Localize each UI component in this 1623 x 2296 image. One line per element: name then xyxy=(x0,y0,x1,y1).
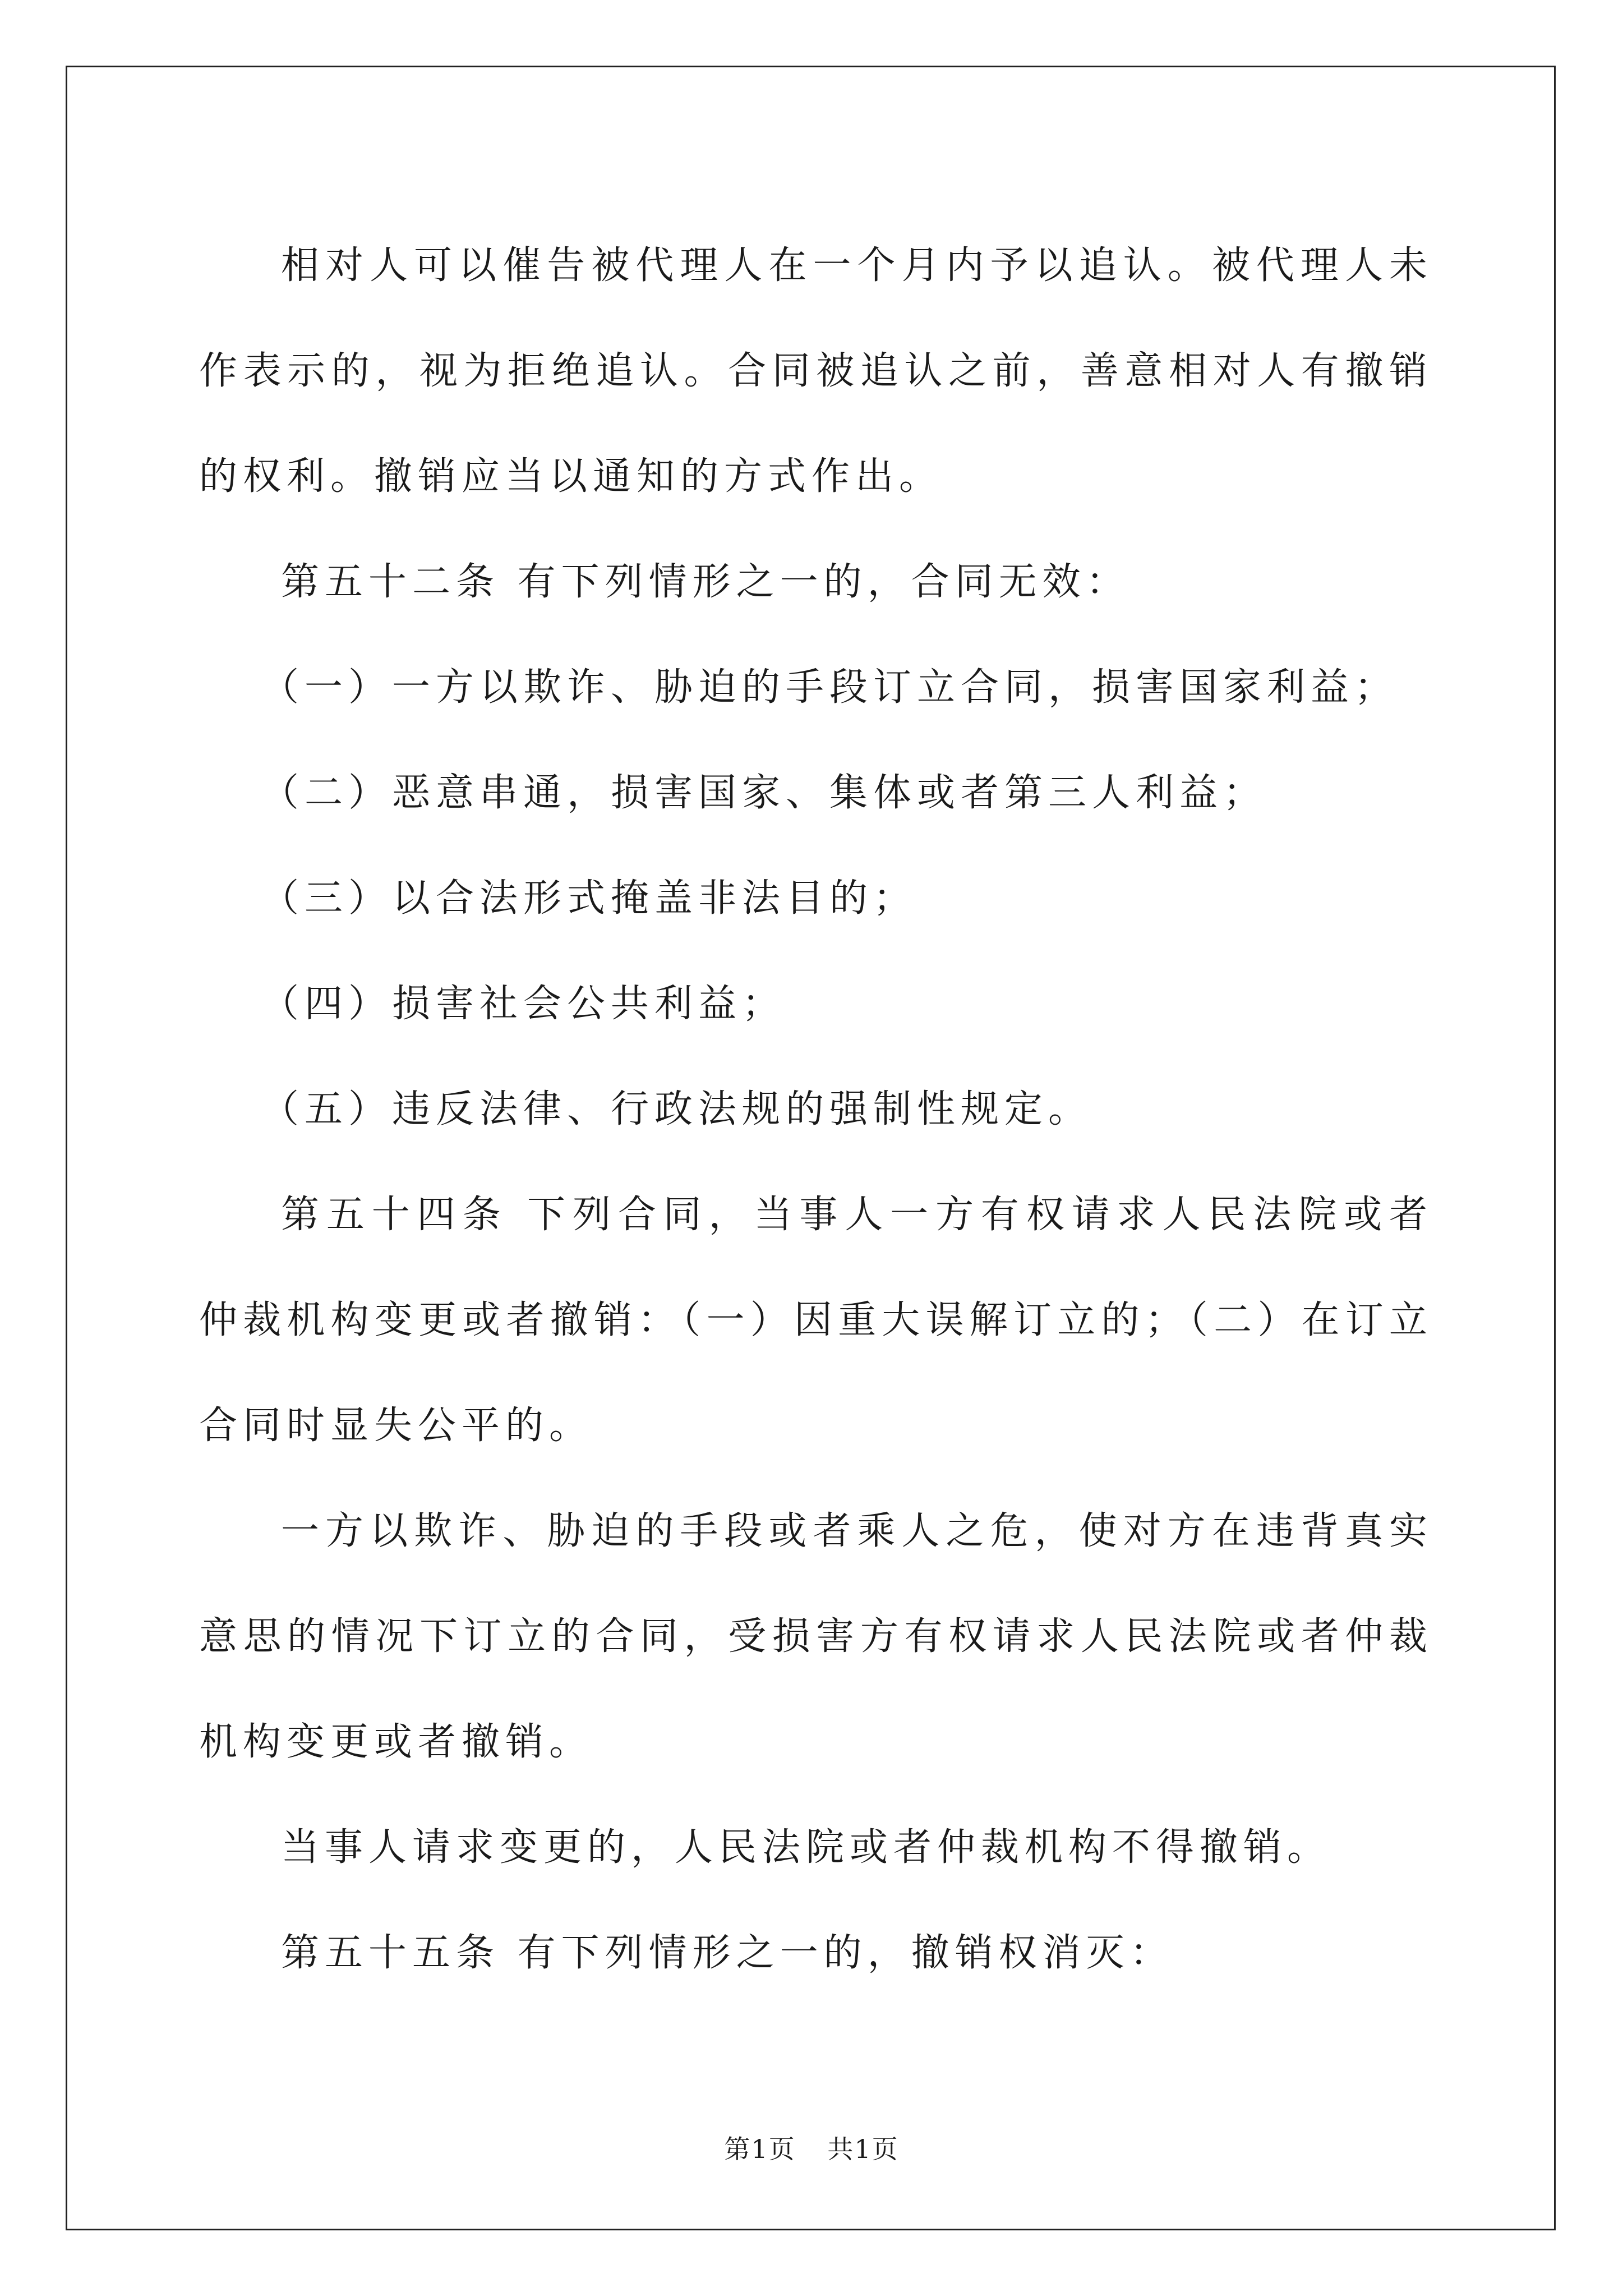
article-heading: 第五十五条 有下列情形之一的，撤销权消灭： xyxy=(281,1931,1174,1975)
list-item: （二）恶意串通，损害国家、集体或者第三人利益； xyxy=(261,771,1267,815)
list-item: （三）以合法形式掩盖非法目的； xyxy=(261,876,917,921)
document-body xyxy=(199,213,1433,2006)
paragraph: 第五十四条 下列合同，当事人一方有权请求人民法院或者仲裁机构变更或者撤销：（一）因重大误解订立的；（二）在订立合同时显失公平的。 xyxy=(199,1193,1433,1448)
list-item: （四）损害社会公共利益； xyxy=(261,982,786,1026)
list-item: （一）一方以欺诈、胁迫的手段订立合同，损害国家利益； xyxy=(261,665,1399,710)
paragraph: 当事人请求变更的，人民法院或者仲裁机构不得撤销。 xyxy=(281,1825,1331,1870)
list-item: （五）违反法律、行政法规的强制性规定。 xyxy=(261,1087,1092,1131)
article-heading: 第五十二条 有下列情形之一的，合同无效： xyxy=(281,560,1130,604)
page-footer xyxy=(0,2129,1623,2166)
page-number: 第1页 xyxy=(724,2134,796,2164)
paragraph: 一方以欺诈、胁迫的手段或者乘人之危，使对方在违背真实意思的情况下订立的合同，受损害方有权请求人民法院或者仲裁机构变更或者撤销。 xyxy=(199,1509,1433,1764)
paragraph: 相对人可以催告被代理人在一个月内予以追认。被代理人未作表示的，视为拒绝追认。合同被追认之前，善意相对人有撤销的权利。撤销应当以通知的方式作出。 xyxy=(199,243,1433,499)
page-total: 共1页 xyxy=(827,2134,899,2164)
